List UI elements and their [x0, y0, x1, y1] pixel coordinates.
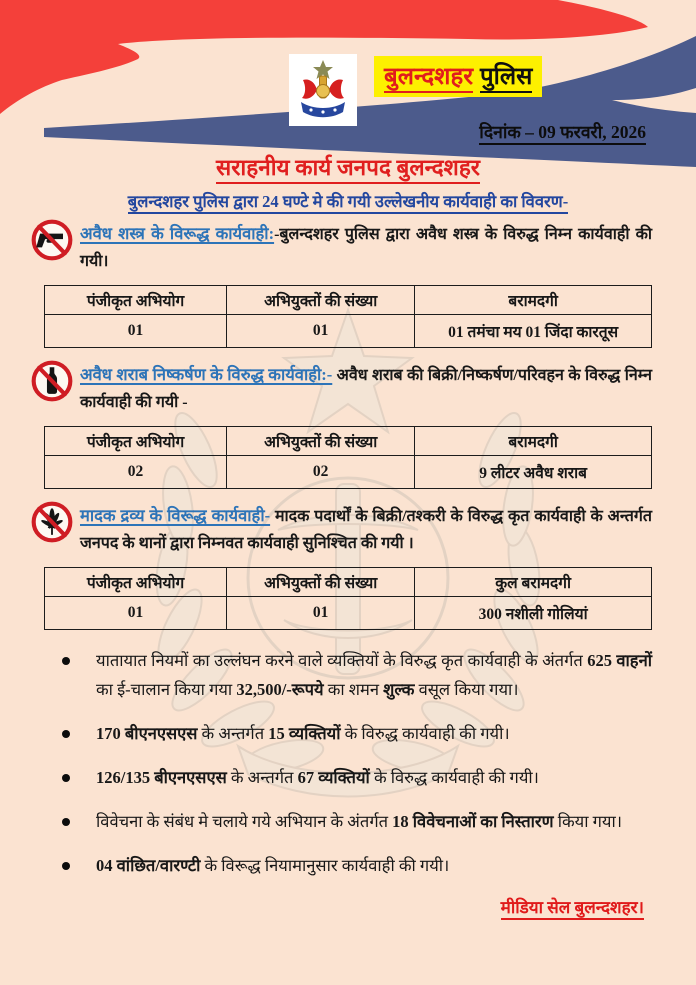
bullet-traffic-echallan: यातायात नियमों का उल्लंघन करने वाले व्यक्तियों के विरुद्ध कृत कार्यवाही के अंतर्गत 625 वाहनों का ई-चालान किया गया 32,500/-रूपये का शमन शुल्क वसूल किया गया। — [62, 646, 652, 704]
col-accused-count: अभियुक्तों की संख्या — [227, 427, 415, 456]
summary-bullet-list — [44, 646, 652, 880]
page-title-text: सराहनीय कार्य जनपद बुलन्दशहर — [216, 155, 480, 184]
bullet-bnss-170: 170 बीएनएसएस के अन्तर्गत 15 व्यक्तियों के विरुद्ध कार्यवाही की गयी। — [62, 719, 652, 748]
section-heading: मादक द्रव्य के विरूद्ध कार्यवाही- — [80, 506, 271, 525]
org-name-police: पुलिस — [480, 64, 532, 93]
cell-accused-count: 01 — [227, 597, 415, 630]
section-illicit-liquor — [44, 361, 652, 416]
cell-registered-cases: 01 — [45, 597, 227, 630]
col-recovery: बरामदगी — [415, 427, 652, 456]
section-description: मादक पदार्थों के बिक्री/तश्करी के विरुद्ध कृत कार्यवाही के अन्तर्गत जनपद के थानों द्वारा निम्नवत कार्यवाही सुनिश्चित की गयी । — [80, 508, 653, 552]
org-name-district: बुलन्दशहर — [384, 64, 473, 93]
subtitle-text: बुलन्दशहर पुलिस द्वारा 24 घण्टे मे की गयी उल्लेखनीय कार्यवाही का विवरण- — [128, 192, 568, 214]
col-registered-cases: पंजीकृत अभियोग — [45, 568, 227, 597]
section-heading: अवैध शस्त्र के विरूद्ध कार्यवाही: — [80, 224, 275, 243]
section-illegal-arms — [44, 220, 652, 275]
col-total-recovery: कुल बरामदगी — [415, 568, 652, 597]
bullet-warrantees: 04 वांछित/वारण्टी के विरूद्ध नियामानुसार कार्यवाही की गयी। — [62, 851, 652, 880]
col-accused-count: अभियुक्तों की संख्या — [227, 568, 415, 597]
section-heading: अवैध शराब निष्कर्षण के विरुद्ध कार्यवाही:- — [80, 365, 333, 384]
table-row — [45, 315, 652, 348]
col-registered-cases: पंजीकृत अभियोग — [45, 427, 227, 456]
col-recovery: बरामदगी — [415, 286, 652, 315]
signature-text: मीडिया सेल बुलन्दशहर। — [501, 898, 644, 920]
page-title — [44, 151, 652, 182]
section-description: अवैध शराब की बिक्री/निष्कर्षण/परिवहन के विरुद्ध निम्न कार्यवाही की गयी - — [80, 367, 652, 411]
cell-registered-cases: 01 — [45, 315, 227, 348]
date-text: दिनांक – 09 फरवरी, 2026 — [479, 122, 646, 145]
section-narcotics — [44, 502, 652, 557]
cell-recovery: 01 तमंचा मय 01 जिंदा कारतूस — [415, 315, 652, 348]
cell-registered-cases: 02 — [45, 456, 227, 489]
cell-total-recovery: 300 नशीली गोलियां — [415, 597, 652, 630]
table-header-row — [45, 568, 652, 597]
table-header-row — [45, 427, 652, 456]
no-drugs-icon — [30, 500, 74, 544]
arms-action-table — [44, 285, 652, 348]
cell-accused-count: 02 — [227, 456, 415, 489]
table-row — [45, 456, 652, 489]
liquor-action-table — [44, 426, 652, 489]
narcotics-action-table — [44, 567, 652, 630]
signature — [44, 895, 644, 918]
cell-accused-count: 01 — [227, 315, 415, 348]
bullet-investigations: विवेचना के संबंध मे चलाये गये अभियान के अंतर्गत 18 विवेचनाओं का निस्तारण किया गया। — [62, 807, 652, 836]
table-row — [45, 597, 652, 630]
col-registered-cases: पंजीकृत अभियोग — [45, 286, 227, 315]
cell-recovery: 9 लीटर अवैध शराब — [415, 456, 652, 489]
col-accused-count: अभियुक्तों की संख्या — [227, 286, 415, 315]
no-alcohol-icon — [30, 359, 74, 403]
bullet-bnss-126-135: 126/135 बीएनएसएस के अन्तर्गत 67 व्यक्तियों के विरुद्ध कार्यवाही की गयी। — [62, 763, 652, 792]
table-header-row — [45, 286, 652, 315]
no-firearm-icon — [30, 218, 74, 262]
section-description: -बुलन्दशहर पुलिस द्वारा अवैध शस्त्र के विरुद्ध निम्न कार्यवाही की गयी। — [80, 226, 653, 270]
subtitle — [44, 189, 652, 212]
date-line — [44, 120, 646, 144]
